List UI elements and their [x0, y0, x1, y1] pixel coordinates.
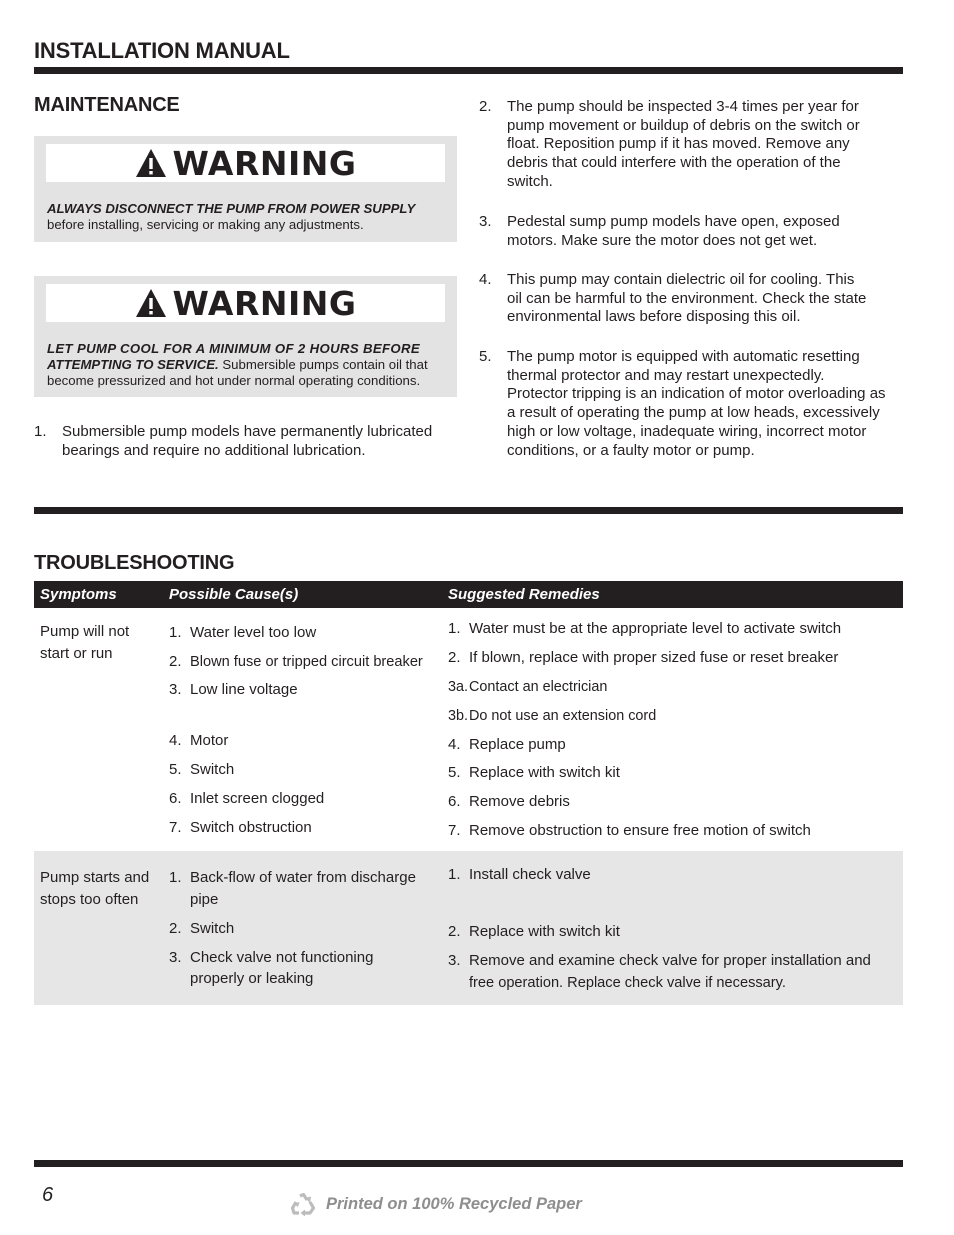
remedy-number: 3a. [448, 679, 469, 695]
cause-number: 3. [169, 681, 182, 698]
symptom-line: Pump starts and [40, 869, 150, 886]
remedy-text: Contact an electrician [469, 679, 608, 695]
symptom-line: Pump will not [40, 623, 130, 640]
remedy-number: 1. [448, 620, 461, 637]
list-item-line: a result of operating the pump at low heads, excessively [507, 404, 880, 422]
warning-box-2 [34, 276, 457, 397]
warning-1-text [47, 201, 444, 233]
remedy-number: 5. [448, 764, 461, 781]
cause-text: Check valve not functioning [190, 949, 374, 966]
page-header-title: INSTALLATION MANUAL [34, 38, 290, 63]
remedy-number: 3b. [448, 708, 469, 724]
list-item-text [507, 271, 866, 327]
remedy-text: Remove debris [469, 793, 570, 810]
warning-1-bold: ALWAYS DISCONNECT THE PUMP FROM POWER SUPPLY [47, 201, 416, 216]
cause-text: Water level too low [190, 624, 317, 641]
list-item-line: bearings and require no additional lubrication. [62, 441, 366, 459]
remedy-text: free operation. Replace check valve if necessary. [469, 975, 786, 991]
remedy-text: If blown, replace with proper sized fuse or reset breaker [469, 649, 839, 666]
list-item-text [62, 423, 432, 460]
symptom-line: start or run [40, 645, 113, 662]
list-item-line: This pump may contain dielectric oil for cooling. This [507, 271, 855, 288]
list-item-text [507, 213, 840, 250]
troubleshooting-title: TROUBLESHOOTING [34, 552, 235, 574]
cause-number: 7. [169, 819, 182, 836]
cause-number: 2. [169, 653, 182, 670]
list-item-line: Pedestal sump pump models have open, exposed [507, 213, 840, 230]
remedy-text: Remove obstruction to ensure free motion of switch [469, 822, 811, 839]
cause-number: 2. [169, 920, 182, 937]
list-item-number: 4. [479, 271, 492, 288]
list-item-line: The pump motor is equipped with automatic resetting [507, 348, 860, 365]
remedy-text: Do not use an extension cord [469, 708, 657, 724]
section-rule [34, 507, 903, 514]
remedy-number: 3. [448, 952, 461, 969]
recycle-icon [291, 1193, 316, 1216]
list-item-text [507, 348, 886, 460]
list-item-number: 1. [34, 423, 47, 440]
remedy-text: Replace with switch kit [469, 764, 620, 781]
cause-text: Back-flow of water from discharge [190, 869, 416, 886]
remedy-number: 2. [448, 923, 461, 940]
cause-text: Switch obstruction [190, 819, 312, 836]
list-item-line: motors. Make sure the motor does not get wet. [507, 231, 818, 249]
warning-2-bold-line2: ATTEMPTING TO SERVICE. [47, 357, 219, 372]
list-item-text [507, 98, 860, 192]
list-item-number: 5. [479, 348, 492, 365]
list-item-line: Protector tripping is an indication of motor overloading as [507, 385, 886, 403]
cause-number: 5. [169, 761, 182, 778]
list-item-line: conditions, or a faulty motor or pump. [507, 441, 755, 459]
remedy-number: 7. [448, 822, 461, 839]
header-causes: Possible Cause(s) [169, 586, 299, 603]
list-item-line: debris that could interfere with the operation of the [507, 154, 841, 172]
remedy-text: Install check valve [469, 866, 591, 883]
maintenance-title: MAINTENANCE [34, 94, 180, 116]
warning-banner [46, 144, 445, 182]
list-item-line: Submersible pump models have permanently lubricated [62, 423, 433, 440]
cause-text: Switch [190, 761, 235, 778]
list-item-line: The pump should be inspected 3-4 times per year for [507, 98, 859, 115]
warning-box-1 [34, 136, 457, 242]
cause-text: Low line voltage [190, 681, 298, 698]
cause-text: pipe [190, 891, 219, 908]
list-item-line: pump movement or buildup of debris on the switch or [507, 116, 860, 134]
cause-number: 4. [169, 732, 182, 749]
remedy-text: Replace pump [469, 736, 566, 753]
troubleshooting-table-header [34, 581, 903, 608]
warning-2-body-line2: Submersible pumps contain oil that [218, 357, 428, 372]
warning-banner [46, 284, 445, 322]
warning-label: WARNING [172, 143, 357, 183]
cause-text: properly or leaking [190, 970, 314, 987]
warning-triangle-icon [135, 288, 167, 318]
cause-number: 6. [169, 790, 182, 807]
symptom-line: stops too often [40, 891, 139, 908]
cause-text: Inlet screen clogged [190, 790, 325, 807]
recycled-paper-text: Printed on 100% Recycled Paper [326, 1195, 582, 1213]
remedy-number: 6. [448, 793, 461, 810]
list-item-line: float. Reposition pump if it has moved. Remove any [507, 135, 850, 153]
cause-text: Switch [190, 920, 235, 937]
header-remedies: Suggested Remedies [448, 586, 600, 603]
list-item-line: oil can be harmful to the environment. Check the state [507, 289, 867, 307]
list-item-number: 2. [479, 98, 492, 115]
warning-triangle-icon [135, 148, 167, 178]
list-item-line: switch. [507, 172, 553, 190]
warning-2-text [47, 341, 444, 389]
remedy-text: Water must be at the appropriate level to activate switch [469, 620, 842, 637]
list-item-line: thermal protector and may restart unexpectedly. [507, 366, 825, 384]
warning-label: WARNING [172, 283, 357, 323]
footer-rule [34, 1160, 903, 1167]
remedy-number: 1. [448, 866, 461, 883]
remedy-number: 2. [448, 649, 461, 666]
header-rule [34, 67, 903, 74]
cause-text: Blown fuse or tripped circuit breaker [190, 654, 423, 670]
remedy-number: 4. [448, 736, 461, 753]
warning-1-body: before installing, servicing or making any adjustments. [47, 217, 364, 232]
remedy-text: Remove and examine check valve for proper installation and [469, 952, 871, 969]
cause-number: 3. [169, 949, 182, 966]
list-item-number: 3. [479, 213, 492, 230]
warning-2-bold-line1: LET PUMP COOL FOR A MINIMUM OF 2 HOURS BEFORE [47, 341, 421, 356]
cause-text: Motor [190, 732, 229, 749]
list-item-line: high or low voltage, inadequate wiring, incorrect motor [507, 422, 867, 440]
page-number: 6 [42, 1184, 54, 1206]
cause-number: 1. [169, 869, 182, 886]
header-symptoms: Symptoms [40, 586, 117, 603]
warning-2-body-line3: become pressurized and hot under normal operating conditions. [47, 373, 421, 388]
remedy-text: Replace with switch kit [469, 923, 620, 940]
cause-number: 1. [169, 624, 182, 641]
list-item-line: environmental laws before disposing this oil. [507, 308, 801, 326]
